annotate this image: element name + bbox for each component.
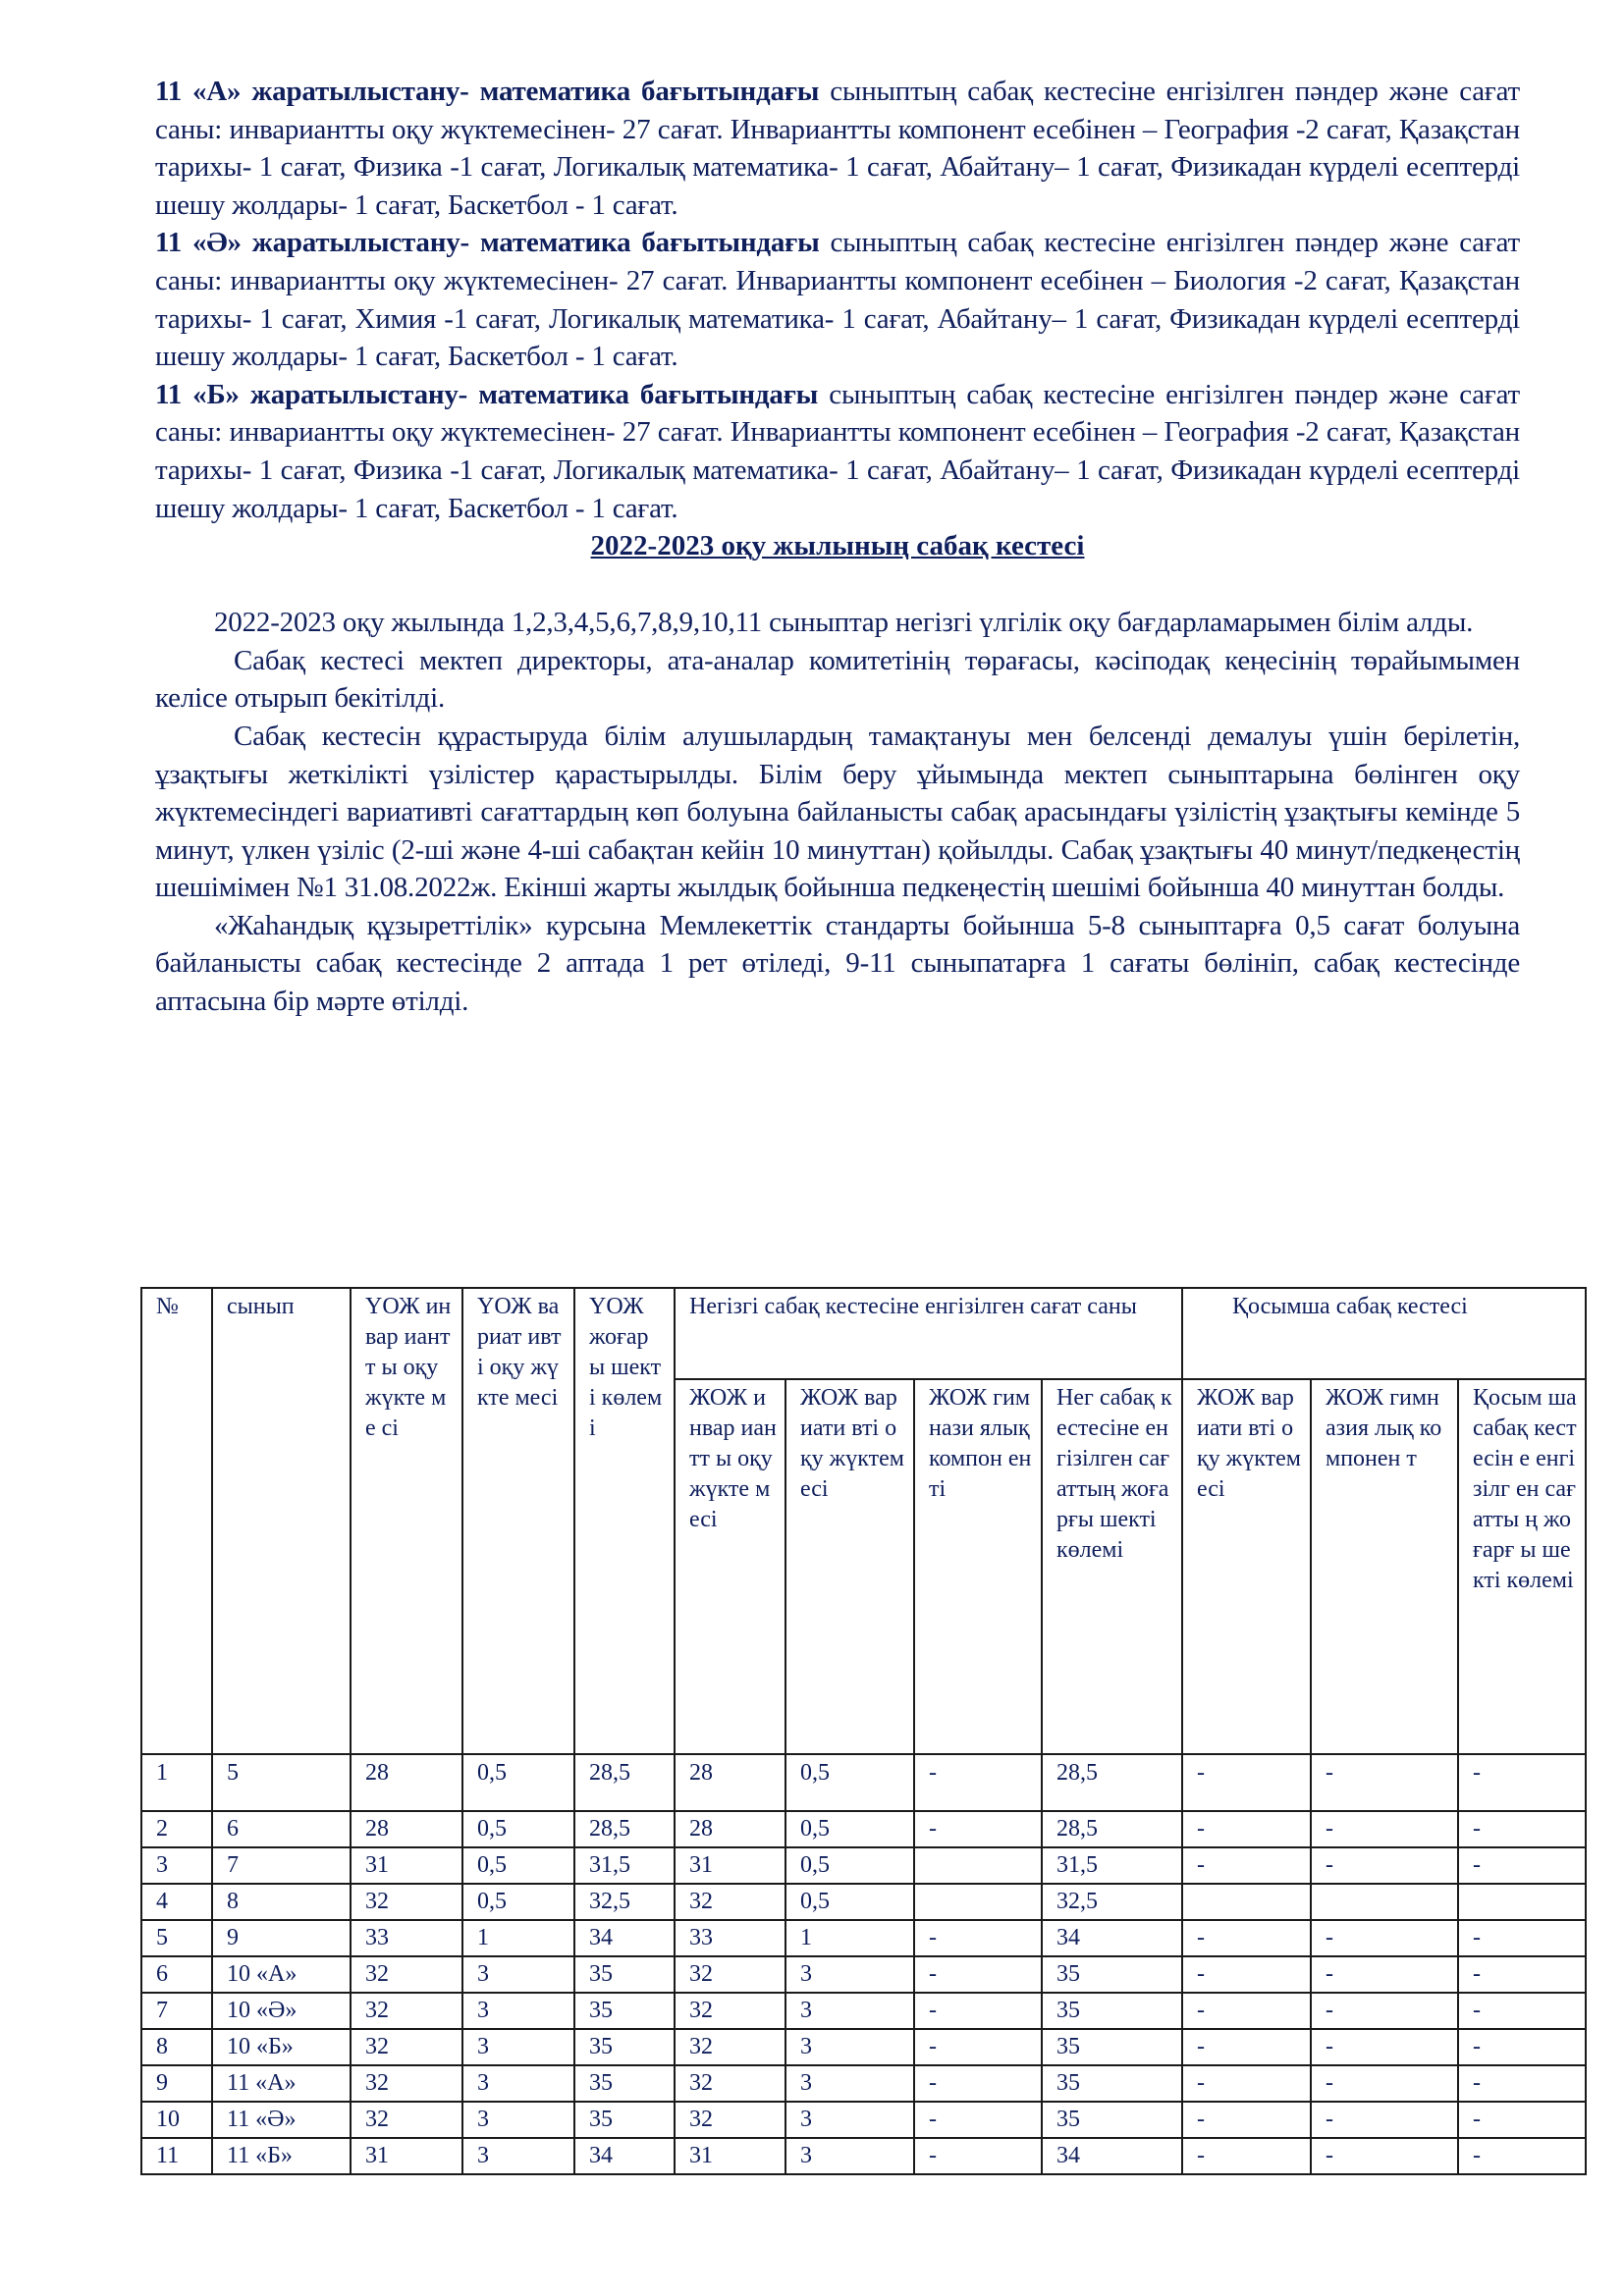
cell-main-max: 35: [1042, 2029, 1182, 2065]
header-row-1: [141, 1288, 1586, 1379]
cell-main-variative: 0,5: [785, 1847, 914, 1884]
cell-class: 10 «Ә»: [212, 1993, 351, 2029]
cell-extra-variative: -: [1182, 2102, 1311, 2138]
table-row: [141, 2102, 1586, 2138]
cell-uozh-variative: 3: [462, 2065, 574, 2102]
header-group-extra: Қосымша сабақ кестесі: [1182, 1288, 1586, 1379]
cell-num: 6: [141, 1956, 212, 1993]
cell-num: 11: [141, 2138, 212, 2174]
header-uozh-max: ҮОЖ жоғар ы шекті көлемі: [574, 1288, 675, 1754]
paragraph-lead: 11 «Ә» жаратылыстану- математика бағытындағы: [155, 227, 820, 259]
header-main-invariant: ЖОЖ инвар иантт ы оқу жүкте месі: [675, 1379, 785, 1754]
cell-extra-gymnasium: -: [1311, 1847, 1458, 1884]
header-extra-gymnasium: ЖОЖ гимназия лық компонен т: [1311, 1379, 1458, 1754]
cell-uozh-max: 35: [574, 1993, 675, 2029]
cell-extra-max: -: [1458, 2029, 1586, 2065]
cell-main-invariant: 31: [675, 1847, 785, 1884]
paragraph-11a: [155, 73, 1520, 224]
cell-extra-gymnasium: -: [1311, 2029, 1458, 2065]
cell-uozh-max: 34: [574, 2138, 675, 2174]
cell-extra-variative: -: [1182, 2065, 1311, 2102]
cell-extra-gymnasium: -: [1311, 1754, 1458, 1811]
cell-class: 11 «Ә»: [212, 2102, 351, 2138]
cell-uozh-invariant: 32: [351, 2102, 462, 2138]
paragraph-text: сыныптың сабақ кестесіне енгізілген пәндер және сағат саны: инвариантты оқу жүктемесінен- 27 сағат. Инвариантты компонент есебінен – Биология -2 сағат, Қазақстан тарихы- 1 сағат, Химия -1 сағат, Логикалық математика- 1 сағат, Абайтану– 1 сағат, Физикадан күрделі есептерді шешу жолдары- 1 сағат, Баскетбол - 1 сағат.: [155, 227, 1521, 373]
cell-uozh-variative: 0,5: [462, 1811, 574, 1847]
cell-extra-variative: -: [1182, 1993, 1311, 2029]
cell-uozh-variative: 3: [462, 2102, 574, 2138]
body-paragraph-2: Сабақ кестесі мектеп директоры, ата-аналар комитетінің төрағасы, кәсіподақ кеңесінің төрайымымен келісе отырып бекітілді.: [155, 644, 1520, 715]
cell-main-variative: 0,5: [785, 1754, 914, 1811]
document-page: [155, 73, 1520, 1021]
cell-uozh-max: 34: [574, 1920, 675, 1956]
cell-class: 7: [212, 1847, 351, 1884]
cell-main-max: 35: [1042, 2102, 1182, 2138]
cell-uozh-max: 35: [574, 2102, 675, 2138]
cell-main-gymnasium: -: [914, 2029, 1042, 2065]
cell-main-invariant: 31: [675, 2138, 785, 2174]
cell-uozh-variative: 3: [462, 1956, 574, 1993]
cell-uozh-variative: 0,5: [462, 1884, 574, 1920]
cell-extra-max: -: [1458, 2102, 1586, 2138]
cell-main-variative: 3: [785, 2138, 914, 2174]
table-row: [141, 1884, 1586, 1920]
cell-num: 10: [141, 2102, 212, 2138]
cell-extra-max: -: [1458, 1811, 1586, 1847]
cell-main-invariant: 32: [675, 1884, 785, 1920]
cell-extra-max: -: [1458, 2138, 1586, 2174]
cell-uozh-variative: 3: [462, 2138, 574, 2174]
cell-main-invariant: 32: [675, 2102, 785, 2138]
cell-uozh-max: 35: [574, 2029, 675, 2065]
schedule-table: [140, 1287, 1587, 2175]
header-extra-variative: ЖОЖ вариати вті оқу жүктем есі: [1182, 1379, 1311, 1754]
cell-extra-variative: -: [1182, 1920, 1311, 1956]
cell-main-invariant: 28: [675, 1811, 785, 1847]
table-row: [141, 2029, 1586, 2065]
cell-num: 8: [141, 2029, 212, 2065]
cell-class: 9: [212, 1920, 351, 1956]
cell-uozh-invariant: 32: [351, 2029, 462, 2065]
cell-main-variative: 3: [785, 1993, 914, 2029]
cell-uozh-max: 35: [574, 2065, 675, 2102]
cell-main-gymnasium: [914, 1847, 1042, 1884]
body-paragraph-1: 2022-2023 оқу жылында 1,2,3,4,5,6,7,8,9,10,11 сыныптар негізгі үлгілік оқу бағдарламарымен білім алды.: [214, 607, 1474, 639]
cell-uozh-invariant: 33: [351, 1920, 462, 1956]
cell-extra-gymnasium: -: [1311, 1993, 1458, 2029]
header-main-max: Нег сабақ кестесіне енгізілген сағаттың жоғарғы шекті көлемі: [1042, 1379, 1182, 1754]
cell-extra-variative: [1182, 1884, 1311, 1920]
cell-main-variative: 3: [785, 1956, 914, 1993]
cell-extra-variative: -: [1182, 2029, 1311, 2065]
cell-main-gymnasium: -: [914, 1993, 1042, 2029]
cell-main-variative: 3: [785, 2065, 914, 2102]
table-row: [141, 1754, 1586, 1811]
cell-class: 5: [212, 1754, 351, 1811]
paragraph-lead: 11 «А» жаратылыстану- математика бағытындағы: [155, 76, 820, 107]
header-extra-max: Қосым ша сабақ кестесін е енгізілг ен сағатты ң жоғарғ ы шекті көлемі: [1458, 1379, 1586, 1754]
cell-num: 3: [141, 1847, 212, 1884]
header-main-gymnasium: ЖОЖ гимнази ялық компон енті: [914, 1379, 1042, 1754]
cell-main-max: 28,5: [1042, 1754, 1182, 1811]
cell-num: 9: [141, 2065, 212, 2102]
cell-class: 11 «Б»: [212, 2138, 351, 2174]
cell-extra-max: -: [1458, 2065, 1586, 2102]
cell-uozh-max: 35: [574, 1956, 675, 1993]
paragraph-text: сыныптың сабақ кестесіне енгізілген пәндер және сағат саны: инвариантты оқу жүктемесінен- 27 сағат. Инвариантты компонент есебінен – География -2 сағат, Қазақстан тарихы- 1 сағат, Физика -1 сағат, Логикалық математика- 1 сағат, Абайтану– 1 сағат, Физикадан күрделі есептерді шешу жолдары- 1 сағат, Баскетбол - 1 сағат.: [155, 76, 1520, 221]
cell-uozh-invariant: 32: [351, 1956, 462, 1993]
body-paragraph-4: «Жаһандық құзыреттілік» курсына Мемлекеттік стандарты бойынша 5-8 сыныптарға 0,5 сағат болуына байланысты сабақ кестесінде 2 аптада 1 рет өтіледі, 9-11 сыныпатарға 1 сағаты бөлініп, сабақ кестесінде аптасына бір мәрте өтілді.: [155, 909, 1520, 1018]
cell-extra-variative: -: [1182, 2138, 1311, 2174]
cell-main-invariant: 33: [675, 1920, 785, 1956]
cell-class: 11 «А»: [212, 2065, 351, 2102]
header-uozh-variative: ҮОЖ вариат ивті оқу жүкте месі: [462, 1288, 574, 1754]
cell-uozh-invariant: 32: [351, 1884, 462, 1920]
table-row: [141, 1993, 1586, 2029]
cell-main-max: 31,5: [1042, 1847, 1182, 1884]
cell-extra-gymnasium: [1311, 1884, 1458, 1920]
cell-extra-gymnasium: -: [1311, 2102, 1458, 2138]
cell-main-gymnasium: -: [914, 1956, 1042, 1993]
header-uozh-invariant: ҮОЖ инвар иантт ы оқу жүкте ме сі: [351, 1288, 462, 1754]
cell-extra-variative: -: [1182, 1811, 1311, 1847]
cell-uozh-invariant: 32: [351, 1993, 462, 2029]
cell-main-gymnasium: -: [914, 2138, 1042, 2174]
body-paragraph-3: Сабақ кестесін құрастыруда білім алушылардың тамақтануы мен белсенді демалуы үшін берілетін, ұзақтығы жеткілікті үзілістер қарастырылды. Білім беру ұйымында мектеп сыныптарына бөлінген оқу жүктемесіндегі вариативті сағаттардың көп болуына байланысты сабақ арасындағы үзілістің ұзақтығы кемінде 5 минут, үлкен үзіліс (2-ші және 4-ші сабақтан кейін 10 минуттан) қойылды. Сабақ ұзақтығы 40 минут/педкеңестің шешімімен №1 31.08.2022ж. Екінші жарты жылдық бойынша педкеңестің шешімі бойынша 40 минуттан болды.: [155, 720, 1520, 904]
table-row: [141, 1847, 1586, 1884]
cell-main-max: 32,5: [1042, 1884, 1182, 1920]
cell-uozh-max: 28,5: [574, 1811, 675, 1847]
cell-main-invariant: 32: [675, 1956, 785, 1993]
table-body: [141, 1754, 1586, 2174]
cell-main-variative: 1: [785, 1920, 914, 1956]
header-num: №: [141, 1288, 212, 1754]
cell-num: 2: [141, 1811, 212, 1847]
cell-extra-max: -: [1458, 1993, 1586, 2029]
cell-class: 10 «Б»: [212, 2029, 351, 2065]
paragraph-11ae: [155, 224, 1520, 375]
cell-uozh-invariant: 31: [351, 2138, 462, 2174]
cell-num: 1: [141, 1754, 212, 1811]
cell-uozh-invariant: 28: [351, 1811, 462, 1847]
table-row: [141, 2138, 1586, 2174]
cell-uozh-max: 32,5: [574, 1884, 675, 1920]
cell-main-invariant: 32: [675, 2065, 785, 2102]
cell-main-max: 35: [1042, 1993, 1182, 2029]
cell-extra-gymnasium: -: [1311, 2138, 1458, 2174]
cell-extra-gymnasium: -: [1311, 1920, 1458, 1956]
cell-extra-variative: -: [1182, 1956, 1311, 1993]
table-row: [141, 1811, 1586, 1847]
cell-extra-max: -: [1458, 1956, 1586, 1993]
cell-extra-variative: -: [1182, 1754, 1311, 1811]
cell-extra-variative: -: [1182, 1847, 1311, 1884]
cell-extra-max: -: [1458, 1920, 1586, 1956]
cell-uozh-variative: 0,5: [462, 1847, 574, 1884]
cell-main-max: 28,5: [1042, 1811, 1182, 1847]
cell-uozh-variative: 3: [462, 1993, 574, 2029]
cell-main-gymnasium: [914, 1884, 1042, 1920]
cell-uozh-max: 31,5: [574, 1847, 675, 1884]
cell-main-invariant: 32: [675, 2029, 785, 2065]
paragraph-lead: 11 «Б» жаратылыстану- математика бағытындағы: [155, 378, 819, 410]
cell-uozh-variative: 3: [462, 2029, 574, 2065]
cell-main-gymnasium: -: [914, 1920, 1042, 1956]
cell-main-gymnasium: -: [914, 2102, 1042, 2138]
table-row: [141, 2065, 1586, 2102]
header-class: сынып: [212, 1288, 351, 1754]
cell-main-gymnasium: -: [914, 2065, 1042, 2102]
cell-main-max: 34: [1042, 2138, 1182, 2174]
cell-main-max: 35: [1042, 2065, 1182, 2102]
cell-main-invariant: 28: [675, 1754, 785, 1811]
cell-class: 10 «А»: [212, 1956, 351, 1993]
cell-extra-gymnasium: -: [1311, 1811, 1458, 1847]
table-row: [141, 1956, 1586, 1993]
paragraph-text: сыныптың сабақ кестесіне енгізілген пәндер және сағат саны: инвариантты оқу жүктемесінен- 27 сағат. Инвариантты компонент есебінен – География -2 сағат, Қазақстан тарихы- 1 сағат, Физика -1 сағат, Логикалық математика- 1 сағат, Абайтану– 1 сағат, Физикадан күрделі есептерді шешу жолдары- 1 сағат, Баскетбол - 1 сағат.: [155, 378, 1520, 524]
cell-num: 5: [141, 1920, 212, 1956]
cell-main-variative: 3: [785, 2102, 914, 2138]
cell-extra-max: -: [1458, 1847, 1586, 1884]
cell-main-variative: 0,5: [785, 1811, 914, 1847]
cell-uozh-invariant: 32: [351, 2065, 462, 2102]
cell-num: 7: [141, 1993, 212, 2029]
cell-extra-gymnasium: -: [1311, 1956, 1458, 1993]
cell-uozh-variative: 1: [462, 1920, 574, 1956]
header-main-variative: ЖОЖ вариати вті оқу жүктем есі: [785, 1379, 914, 1754]
cell-extra-max: [1458, 1884, 1586, 1920]
cell-uozh-max: 28,5: [574, 1754, 675, 1811]
cell-main-max: 34: [1042, 1920, 1182, 1956]
header-group-main: Негізгі сабақ кестесіне енгізілген сағат саны: [675, 1288, 1182, 1379]
cell-uozh-invariant: 31: [351, 1847, 462, 1884]
cell-extra-max: -: [1458, 1754, 1586, 1811]
cell-class: 8: [212, 1884, 351, 1920]
cell-main-invariant: 32: [675, 1993, 785, 2029]
cell-main-max: 35: [1042, 1956, 1182, 1993]
cell-extra-gymnasium: -: [1311, 2065, 1458, 2102]
paragraph-11b: [155, 376, 1520, 527]
section-heading: 2022-2023 оқу жылының сабақ кестесі: [590, 530, 1085, 562]
cell-main-variative: 0,5: [785, 1884, 914, 1920]
cell-main-variative: 3: [785, 2029, 914, 2065]
cell-num: 4: [141, 1884, 212, 1920]
cell-uozh-variative: 0,5: [462, 1754, 574, 1811]
table-row: [141, 1920, 1586, 1956]
cell-main-gymnasium: -: [914, 1811, 1042, 1847]
cell-uozh-invariant: 28: [351, 1754, 462, 1811]
cell-class: 6: [212, 1811, 351, 1847]
cell-main-gymnasium: -: [914, 1754, 1042, 1811]
